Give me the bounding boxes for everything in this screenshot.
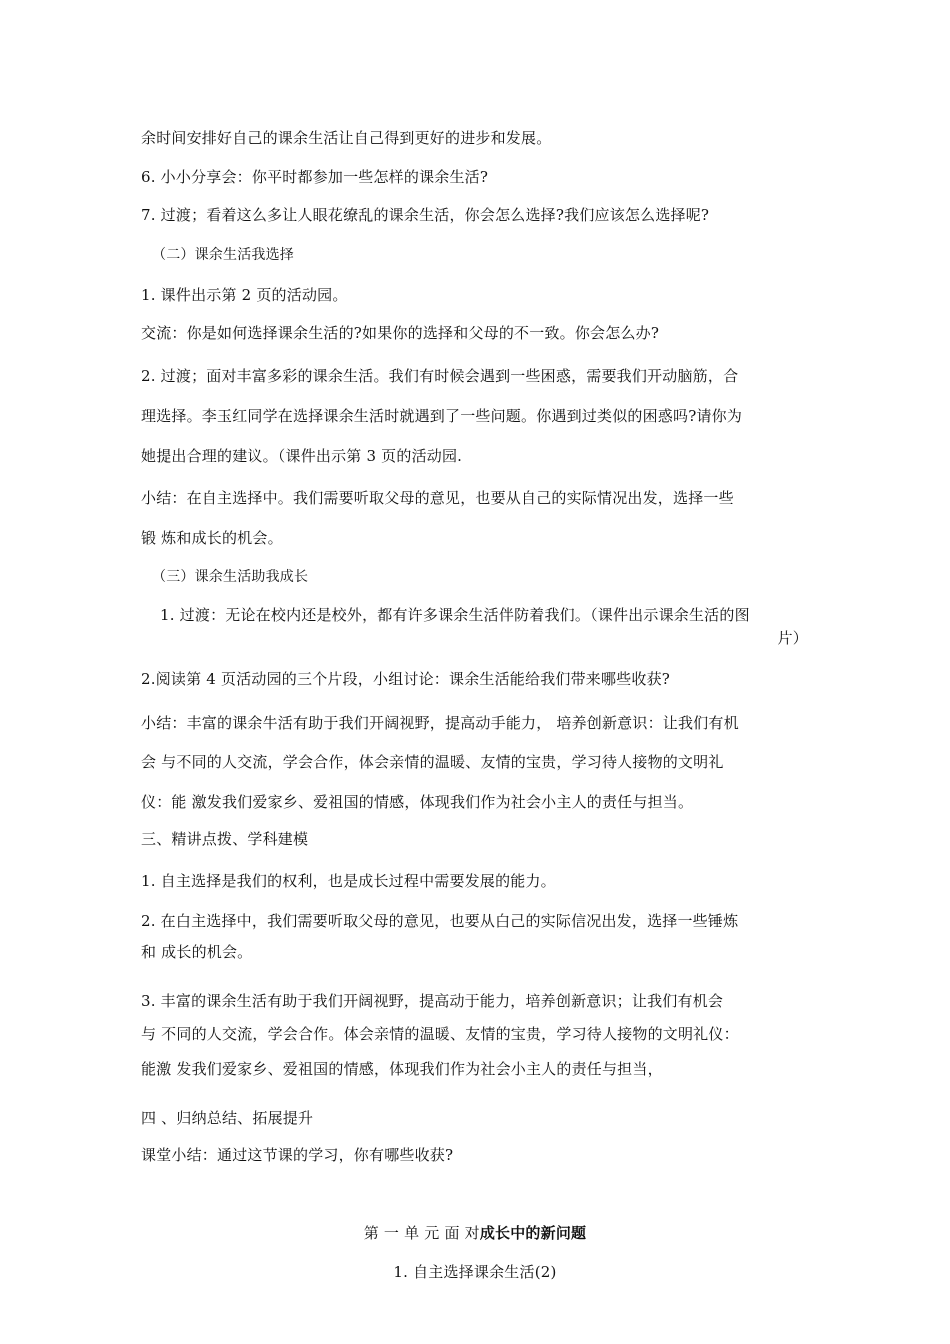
unit-title: 成长中的新问题 [479, 1224, 587, 1242]
text-line: 交流：你是如何选择课余生活的?如果你的选择和父母的不一致。你会怎么办? [141, 324, 660, 342]
text-line: 她提出合理的建议。（课件出示第 3 页的活动园. [141, 447, 463, 465]
lesson-title: 1. 自主选择课余生活(2) [393, 1263, 557, 1281]
text-line: 理选择。李玉红同学在选择课余生活时就遇到了一些问题。你遇到过类似的困惑吗?请你为 [141, 407, 743, 425]
text-line: 6. 小小分享会：你平时都参加一些怎样的课余生活? [141, 168, 489, 186]
text-line: 7. 过渡；看着这么多让人眼花缭乱的课余生活，你会怎么选择?我们应该怎么选择呢? [141, 206, 710, 224]
text-line: 小结：丰富的课余牛活有助于我们开阔视野，提高动手能力， 培养创新意识：让我们有机 [141, 714, 739, 732]
text-line: 小结：在自主选择中。我们需要听取父母的意见，也要从自己的实际情况出发，选择一些 [141, 489, 734, 507]
text-line: 余时间安排好自己的课余生活让自己得到更好的进步和发展。 [141, 129, 552, 147]
section-heading: （三）课余生活助我成长 [152, 569, 309, 585]
text-line: 和 成长的机会。 [141, 943, 253, 961]
text-line: 锻 炼和成长的机会。 [141, 529, 283, 547]
section-heading: 三、精讲点拨、学科建模 [141, 830, 309, 848]
text-line: 1. 过渡：无论在校内还是校外，都有许多课余生活伴防着我们。（课件出示课余生活的图 [160, 606, 750, 624]
text-line: 3. 丰富的课余生活有助于我们开阔视野，提高动于能力，培养创新意识；让我们有机会 [141, 992, 724, 1010]
text-line: 2.阅读第 4 页活动园的三个片段，小组讨论：课余生活能给我们带来哪些收获? [141, 670, 671, 688]
text-line: 能激 发我们爱家乡、爱祖国的情感，体现我们作为社会小主人的责任与担当， [141, 1060, 663, 1078]
text-line: 2. 过渡；面对丰富多彩的课余生活。我们有时候会遇到一些困惑，需要我们开动脑筋，合 [141, 367, 739, 385]
unit-prefix: 第 一 单 元 面 对 [363, 1224, 480, 1242]
section-heading: （二）课余生活我选择 [152, 247, 294, 263]
text-line: 1. 课件出示第 2 页的活动园。 [141, 286, 348, 304]
text-line: 与 不同的人交流，学会合作。体会亲情的温暖、友情的宝贵，学习待人接物的文明礼仪： [141, 1025, 739, 1043]
text-line: 2. 在白主选择中，我们需要听取父母的意见，也要从白己的实际信况出发，选择一些锤炼 [141, 912, 739, 930]
text-line: 课堂小结：通过这节课的学习，你有哪些收获? [141, 1146, 454, 1164]
unit-heading [0, 1223, 950, 1243]
text-line: 仪：能 激发我们爱家乡、爱祖国的情感，体现我们作为社会小主人的责任与担当。 [141, 793, 694, 811]
text-line: 1. 自主选择是我们的权利，也是成长过程中需要发展的能力。 [141, 872, 556, 890]
text-line: 会 与不同的人交流，学会合作，体会亲情的温暖、友情的宝贵，学习待人接物的文明礼 [141, 753, 724, 771]
section-heading: 四 、归纳总结、拓展提升 [141, 1109, 314, 1127]
text-line: 片） [777, 629, 808, 647]
